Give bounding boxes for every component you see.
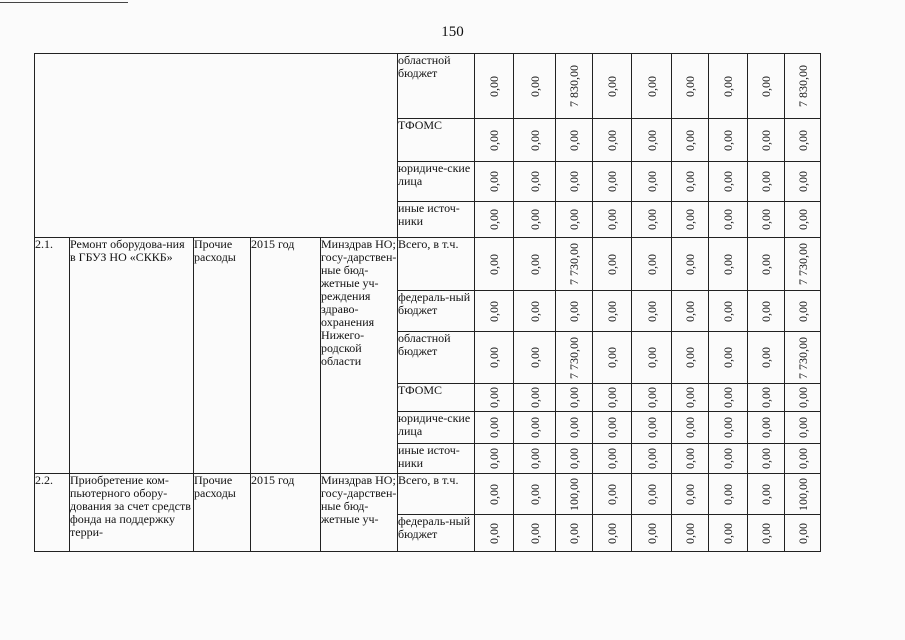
executor: Минздрав НО; госу-дарствен-ные бюд-жетные уч- [321, 474, 398, 552]
item-number: 2.1. [35, 238, 70, 474]
value-text: 0,00 [567, 129, 581, 151]
value-cell [672, 384, 709, 412]
value-cell [748, 238, 785, 291]
value-cell [632, 444, 672, 474]
value-cell [514, 291, 556, 332]
value-text: 100,00 [567, 477, 581, 511]
value-text: 0,00 [605, 417, 619, 438]
value-text: 0,00 [487, 171, 501, 192]
source-label: федераль-ный бюджет [398, 291, 475, 332]
value-cell [632, 119, 672, 162]
value-text: 0,00 [683, 75, 697, 97]
value-text: 0,00 [721, 209, 735, 230]
value-text: 0,00 [644, 171, 659, 192]
value-cell [748, 291, 785, 332]
value-text: 0,00 [795, 171, 810, 192]
header-rule [0, 2, 128, 3]
value-cell [709, 162, 748, 202]
value-cell [475, 238, 514, 291]
value-text: 0,00 [683, 417, 697, 438]
value-cell [785, 119, 821, 162]
value-text: 0,00 [721, 387, 735, 408]
value-text: 0,00 [487, 75, 501, 97]
value-text: 7 730,00 [795, 243, 810, 285]
value-text: 0,00 [487, 129, 501, 151]
value-cell [556, 412, 593, 444]
value-cell [593, 54, 632, 119]
value-text: 0,00 [721, 75, 735, 97]
value-cell [514, 202, 556, 238]
value-text: 7 830,00 [795, 65, 810, 107]
value-text: 0,00 [644, 483, 659, 505]
period: 2015 год [251, 238, 321, 474]
value-text: 0,00 [721, 171, 735, 192]
value-cell [748, 332, 785, 384]
value-text: 0,00 [644, 448, 659, 469]
value-text: 0,00 [605, 209, 619, 230]
value-text: 0,00 [759, 387, 773, 408]
budget-table [34, 53, 821, 552]
period: 2015 год [251, 474, 321, 552]
value-cell [475, 444, 514, 474]
value-cell [709, 291, 748, 332]
source-label: ТФОМС [398, 119, 475, 162]
source-label: иные источ-ники [398, 444, 475, 474]
value-text: 0,00 [759, 347, 773, 368]
value-text: 0,00 [683, 300, 697, 322]
value-text: 0,00 [683, 253, 697, 275]
value-cell [709, 202, 748, 238]
value-cell [593, 238, 632, 291]
value-cell [514, 515, 556, 552]
value-text: 0,00 [795, 300, 810, 322]
value-text: 0,00 [605, 483, 619, 505]
value-cell [475, 291, 514, 332]
value-cell [672, 54, 709, 119]
value-text: 0,00 [567, 387, 581, 408]
value-cell [709, 515, 748, 552]
value-text: 0,00 [644, 417, 659, 438]
value-text: 0,00 [721, 522, 735, 544]
value-text: 0,00 [683, 171, 697, 192]
value-text: 0,00 [527, 253, 542, 275]
value-text: 0,00 [527, 129, 542, 151]
value-text: 0,00 [644, 129, 659, 151]
expense-type: Прочие расходы [194, 238, 251, 474]
value-text: 0,00 [605, 75, 619, 97]
value-cell [672, 515, 709, 552]
value-cell [593, 332, 632, 384]
value-text: 0,00 [683, 483, 697, 505]
item-name: Ремонт оборудова-ния в ГБУЗ НО «СККБ» [70, 238, 194, 474]
value-cell [556, 444, 593, 474]
value-text: 0,00 [567, 300, 581, 322]
value-cell [514, 444, 556, 474]
value-text: 7 730,00 [795, 336, 810, 379]
value-cell [748, 515, 785, 552]
table-row [35, 474, 821, 515]
value-cell [556, 291, 593, 332]
value-cell [748, 54, 785, 119]
value-text: 0,00 [605, 300, 619, 322]
value-text: 0,00 [605, 347, 619, 368]
continuation-blank-cell [35, 54, 398, 238]
value-cell [475, 54, 514, 119]
value-text: 0,00 [683, 129, 697, 151]
value-cell [556, 119, 593, 162]
value-text: 0,00 [721, 448, 735, 469]
value-text: 0,00 [721, 253, 735, 275]
value-cell [593, 412, 632, 444]
value-text: 0,00 [527, 75, 542, 97]
value-cell [709, 54, 748, 119]
value-text: 0,00 [487, 347, 501, 368]
value-cell [514, 162, 556, 202]
value-cell [785, 291, 821, 332]
value-text: 0,00 [759, 483, 773, 505]
item-number: 2.2. [35, 474, 70, 552]
value-text: 0,00 [683, 522, 697, 544]
value-cell [785, 54, 821, 119]
value-cell [748, 202, 785, 238]
source-label: Всего, в т.ч. [398, 238, 475, 291]
value-cell [632, 291, 672, 332]
value-cell [475, 515, 514, 552]
value-text: 0,00 [527, 347, 542, 368]
value-cell [672, 202, 709, 238]
page-number: 150 [441, 24, 464, 40]
source-label: областной бюджет [398, 332, 475, 384]
value-cell [672, 162, 709, 202]
value-cell [514, 412, 556, 444]
value-cell [672, 444, 709, 474]
value-text: 0,00 [567, 209, 581, 230]
value-text: 0,00 [487, 209, 501, 230]
value-cell [672, 119, 709, 162]
value-cell [475, 119, 514, 162]
value-cell [514, 474, 556, 515]
value-text: 0,00 [644, 300, 659, 322]
value-text: 0,00 [567, 417, 581, 438]
value-cell [632, 54, 672, 119]
value-text: 0,00 [795, 387, 810, 408]
value-cell [785, 384, 821, 412]
value-text: 0,00 [721, 347, 735, 368]
value-cell [514, 238, 556, 291]
value-cell [632, 332, 672, 384]
value-text: 0,00 [721, 483, 735, 505]
expense-type: Прочие расходы [194, 474, 251, 552]
executor: Минздрав НО; госу-дарствен-ные бюд-жетные уч-реждения здраво-охранения Нижего-родской области [321, 238, 398, 474]
value-cell [785, 238, 821, 291]
value-cell [514, 54, 556, 119]
value-text: 0,00 [527, 387, 542, 408]
value-text: 7 830,00 [567, 65, 581, 107]
value-text: 0,00 [487, 300, 501, 322]
value-text: 0,00 [605, 522, 619, 544]
value-text: 0,00 [795, 448, 810, 469]
value-text: 0,00 [644, 522, 659, 544]
value-cell [593, 202, 632, 238]
value-text: 0,00 [721, 300, 735, 322]
value-cell [785, 202, 821, 238]
value-cell [785, 474, 821, 515]
value-cell [632, 202, 672, 238]
value-text: 0,00 [795, 129, 810, 151]
value-text: 0,00 [527, 209, 542, 230]
value-text: 0,00 [759, 209, 773, 230]
source-label: областной бюджет [398, 54, 475, 119]
value-cell [748, 412, 785, 444]
value-cell [556, 54, 593, 119]
table-row [35, 54, 821, 119]
value-cell [709, 332, 748, 384]
value-cell [556, 474, 593, 515]
value-cell [475, 474, 514, 515]
value-text: 0,00 [721, 417, 735, 438]
value-cell [785, 162, 821, 202]
value-cell [709, 119, 748, 162]
value-cell [514, 384, 556, 412]
value-text: 0,00 [487, 483, 501, 505]
value-text: 0,00 [567, 448, 581, 469]
value-cell [672, 291, 709, 332]
value-text: 0,00 [487, 448, 501, 469]
value-text: 0,00 [683, 387, 697, 408]
value-cell [748, 119, 785, 162]
value-cell [632, 162, 672, 202]
source-label: юридиче-ские лица [398, 412, 475, 444]
value-text: 0,00 [759, 522, 773, 544]
value-cell [556, 515, 593, 552]
value-cell [709, 238, 748, 291]
value-text: 0,00 [644, 387, 659, 408]
item-name: Приобретение ком-пьютерного обору-дования за счет средств фонда на поддержку терри- [70, 474, 194, 552]
value-text: 0,00 [487, 417, 501, 438]
value-cell [593, 162, 632, 202]
value-text: 0,00 [487, 522, 501, 544]
value-text: 0,00 [683, 209, 697, 230]
value-cell [593, 474, 632, 515]
value-cell [632, 238, 672, 291]
value-text: 0,00 [487, 387, 501, 408]
value-cell [672, 332, 709, 384]
value-cell [672, 412, 709, 444]
value-text: 0,00 [605, 129, 619, 151]
value-text: 7 730,00 [567, 243, 581, 285]
value-text: 0,00 [759, 75, 773, 97]
source-label: Всего, в т.ч. [398, 474, 475, 515]
value-text: 0,00 [527, 171, 542, 192]
value-cell [514, 119, 556, 162]
value-cell [556, 332, 593, 384]
value-cell [475, 384, 514, 412]
value-cell [785, 332, 821, 384]
value-text: 0,00 [759, 253, 773, 275]
value-cell [593, 444, 632, 474]
value-cell [556, 202, 593, 238]
value-text: 0,00 [721, 129, 735, 151]
value-cell [785, 412, 821, 444]
value-text: 0,00 [644, 253, 659, 275]
value-text: 0,00 [759, 448, 773, 469]
value-cell [709, 384, 748, 412]
value-text: 0,00 [527, 300, 542, 322]
value-cell [748, 474, 785, 515]
value-text: 0,00 [567, 522, 581, 544]
value-cell [475, 412, 514, 444]
value-text: 0,00 [795, 209, 810, 230]
value-cell [514, 332, 556, 384]
value-text: 0,00 [759, 300, 773, 322]
value-text: 0,00 [605, 387, 619, 408]
value-cell [709, 474, 748, 515]
value-text: 0,00 [683, 347, 697, 368]
value-text: 0,00 [683, 448, 697, 469]
value-text: 7 730,00 [567, 336, 581, 379]
value-cell [632, 412, 672, 444]
source-label: иные источ-ники [398, 202, 475, 238]
value-cell [672, 474, 709, 515]
value-text: 0,00 [759, 171, 773, 192]
value-text: 0,00 [527, 448, 542, 469]
value-text: 0,00 [605, 253, 619, 275]
value-cell [748, 384, 785, 412]
value-text: 0,00 [759, 417, 773, 438]
source-label: юридиче-ские лица [398, 162, 475, 202]
value-cell [475, 202, 514, 238]
table-row [35, 238, 821, 291]
value-text: 100,00 [795, 477, 810, 511]
value-cell [672, 238, 709, 291]
value-cell [556, 238, 593, 291]
value-text: 0,00 [644, 209, 659, 230]
value-text: 0,00 [759, 129, 773, 151]
value-cell [593, 515, 632, 552]
source-label: ТФОМС [398, 384, 475, 412]
source-label: федераль-ный бюджет [398, 515, 475, 552]
value-cell [593, 119, 632, 162]
value-text: 0,00 [644, 75, 659, 97]
value-text: 0,00 [795, 522, 810, 544]
value-cell [709, 444, 748, 474]
value-text: 0,00 [567, 171, 581, 192]
value-text: 0,00 [527, 522, 542, 544]
value-cell [632, 515, 672, 552]
value-cell [556, 162, 593, 202]
value-text: 0,00 [605, 171, 619, 192]
value-cell [785, 515, 821, 552]
value-cell [632, 384, 672, 412]
value-text: 0,00 [527, 417, 542, 438]
value-text: 0,00 [795, 417, 810, 438]
value-cell [748, 444, 785, 474]
value-cell [785, 444, 821, 474]
value-text: 0,00 [605, 448, 619, 469]
value-cell [632, 474, 672, 515]
value-text: 0,00 [527, 483, 542, 505]
value-cell [709, 412, 748, 444]
value-cell [475, 332, 514, 384]
value-cell [475, 162, 514, 202]
value-cell [556, 384, 593, 412]
value-text: 0,00 [644, 347, 659, 368]
value-cell [593, 291, 632, 332]
value-cell [748, 162, 785, 202]
value-text: 0,00 [487, 253, 501, 275]
value-cell [593, 384, 632, 412]
